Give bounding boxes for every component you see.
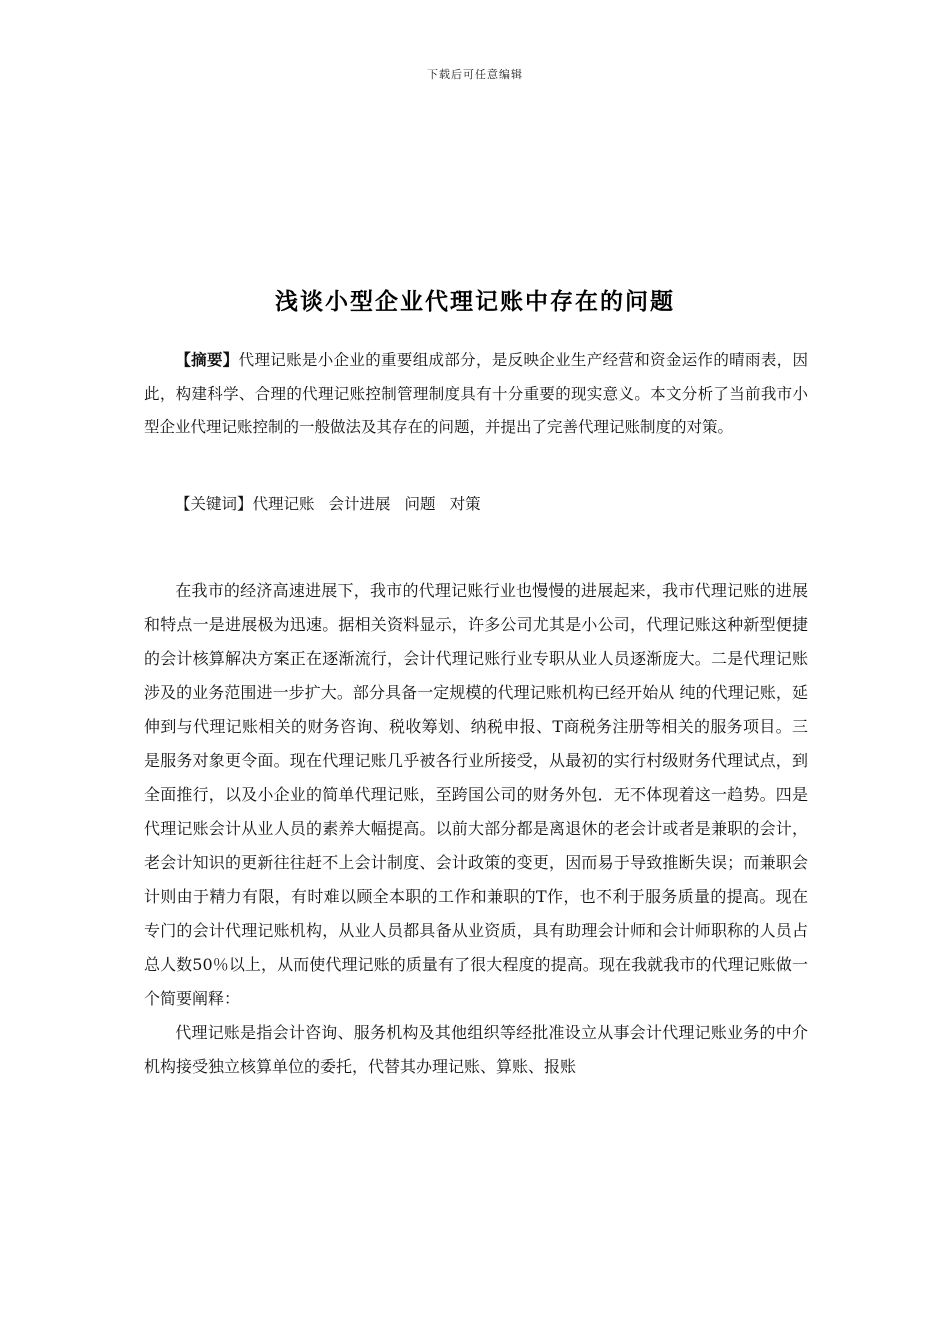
keywords-label: 【关键词】	[175, 495, 253, 513]
abstract-text: 代理记账是小企业的重要组成部分，是反映企业生产经营和资金运作的晴雨表，因此，构建科学、合理的代理记账控制管理制度具有十分重要的现实意义。本文分析了当前我市小型企业代理记账控制的一般做法及其存在的问题，并提出了完善代理记账制度的对策。	[144, 351, 808, 436]
paragraph-text: 在我市的经济高速进展下，我市的代理记账行业也慢慢的进展起来，我市代理记账的进展和特点一是进展极为迅速。据相关资料显示，许多公司尤其是小公司，代理记账这种新型便捷的会计核算解决方案正在逐渐流行，会计代理记账行业专职从业人员逐渐庞大。二是代理记账涉及的业务范围进一步扩大。部分具备一定规模的代理记账机构已经开始从 纯的代理记账，延伸到与代理记账相关的财务咨询、税收筹划、纳税申报、T商税务注册等相关的服务项目。三是服务对象更令面。现在代理记账几乎被各行业所接受，从最初的实行村级财务代理试点，到全面推行，以及小企业的简单代理记账，至跨国公司的财务外包．无不体现着这一趋势。四是代理记账会计从业人员的素养大幅提高。以前大部分都是离退休的老会计或者是兼职的会计，老会计知识的更新往往赶不上会计制度、会计政策的变更，因而易于导致推断失误；而兼职会计则由于精力有限，有时难以顾全本职的工作和兼职的T作，也不利于服务质量的提高。现在专门的会计代理记账机构，从业人员都具备从业资质，具有助理会计师和会计师职称的人员占总人数50％以上，从而使代理记账的质量有了很大程度的提高。现在我就我市的代理记账做一个简要阐释：	[144, 581, 808, 1008]
paragraph-text: 代理记账是指会计咨询、服务机构及其他组织等经批准设立从事会计代理记账业务的中介机构接受独立核算单位的委托，代替其办理记账、算账、报账	[144, 1023, 808, 1076]
keyword-item: 代理记账	[252, 495, 315, 513]
body-paragraph	[144, 1016, 808, 1084]
abstract-label: 【摘要】	[175, 350, 239, 369]
keyword-item: 对策	[449, 495, 481, 513]
document-title: 浅谈小型企业代理记账中存在的问题	[275, 288, 675, 315]
keyword-item: 问题	[404, 495, 436, 513]
body-text	[144, 574, 808, 1084]
keywords-section	[175, 488, 495, 522]
header-note: 下载后可任意编辑	[427, 68, 523, 81]
body-paragraph	[144, 574, 808, 1016]
keyword-item: 会计进展	[328, 495, 391, 513]
abstract-section	[144, 343, 808, 445]
